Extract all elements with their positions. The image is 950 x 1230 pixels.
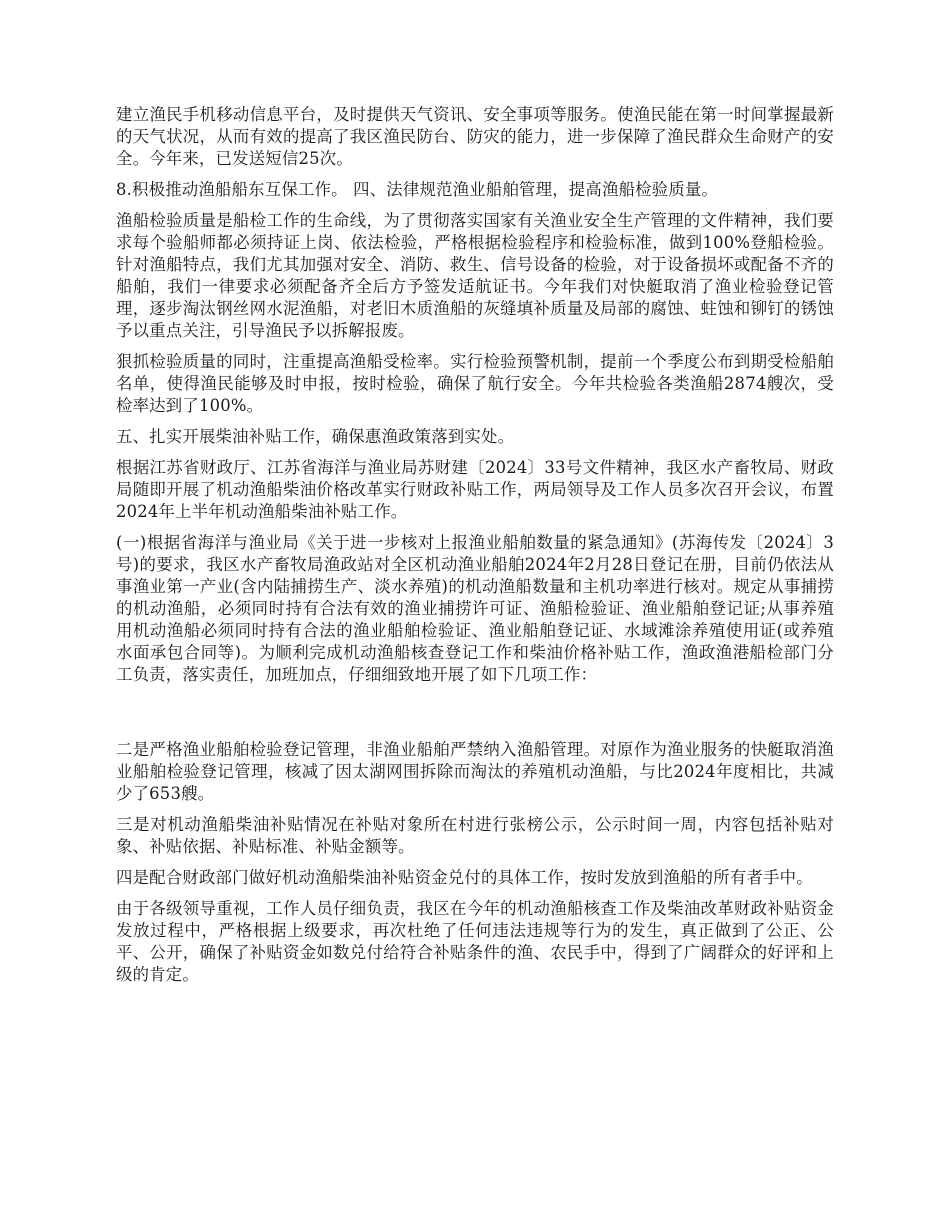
- paragraph-inspection-quality: 渔船检验质量是船检工作的生命线，为了贯彻落实国家有关渔业安全生产管理的文件精神，我们要求每个验船师都必须持证上岗、依法检验，严格根据检验程序和检验标准，做到100%登船检验。针对渔船特点，我们尤其加强对安全、消防、救生、信号设备的检验，对于设备损坏或配备不齐的船舶，我们一律要求必须配备齐全后方予签发适航证书。今年我们对快艇取消了渔业检验登记管理，逐步淘汰钢丝网水泥渔船，对老旧木质渔船的灰缝填补质量及局部的腐蚀、蛀蚀和铆钉的锈蚀予以重点关注，引导渔民予以拆解报废。: [116, 211, 834, 340]
- paragraph-item-four: 四是配合财政部门做好机动渔船柴油补贴资金兑付的具体工作，按时发放到渔船的所有者手中。: [116, 868, 813, 887]
- paragraph-section-heading-diesel: 五、扎实开展柴油补贴工作，确保惠渔政策落到实处。: [116, 427, 515, 446]
- paragraph-item-three: 三是对机动渔船柴油补贴情况在补贴对象所在村进行张榜公示，公示时间一周，内容包括补贴对象、补贴依据、补贴标准、补贴金额等。: [116, 815, 834, 856]
- paragraph-conclusion: 由于各级领导重视，工作人员仔细负责，我区在今年的机动渔船核查工作及柴油改革财政补贴资金发放过程中，严格根据上级要求，再次杜绝了任何违法违规等行为的发生，真正做到了公正、公平、公开，确保了补贴资金如数兑付给符合补贴条件的渔、农民手中，得到了广阔群众的好评和上级的肯定。: [116, 899, 834, 984]
- paragraph-item-two: 二是严格渔业船舶检验登记管理，非渔业船舶严禁纳入渔船管理。对原作为渔业服务的快艇取消渔业船舶检验登记管理，核减了因太湖网围拆除而淘汰的养殖机动渔船，与比2024年度相比，共减少了653艘。: [116, 740, 834, 803]
- paragraph-diesel-subsidy: 根据江苏省财政厅、江苏省海洋与渔业局苏财建〔2024〕33号文件精神，我区水产畜牧局、财政局随即开展了机动渔船柴油价格改革实行财政补贴工作，两局领导及工作人员多次召开会议，布置2024年上半年机动渔船柴油补贴工作。: [116, 458, 834, 521]
- blank-gap: [116, 695, 834, 739]
- paragraph-mutual-insurance: 8.积极推动渔船船东互保工作。 四、法律规范渔业船舶管理，提高渔船检验质量。: [116, 180, 719, 199]
- paragraph-verification-work: (一)根据省海洋与渔业局《关于进一步核对上报渔业船舶数量的紧急通知》(苏海传发〔2024〕3号)的要求，我区水产畜牧局渔政站对全区机动渔业船舶2024年2月28日登记在册，目前仍依法从事渔业第一产业(含内陆捕捞生产、淡水养殖)的机动渔船数量和主机功率进行核对。规定从事捕捞的机动渔船，必须同时持有合法有效的渔业捕捞许可证、渔船检验证、渔业船舶登记证;从事养殖用机动渔船必须同时持有合法的渔业船舶检验证、渔业船舶登记证、水域滩涂养殖使用证(或养殖水面承包合同等)。为顺利完成机动渔船核查登记工作和柴油价格补贴工作，渔政渔港船检部门分工负责，落实责任，加班加点，仔细细致地开展了如下几项工作：: [116, 533, 834, 684]
- paragraph-sms-platform: 建立渔民手机移动信息平台，及时提供天气资讯、安全事项等服务。使渔民能在第一时间掌握最新的天气状况，从而有效的提高了我区渔民防台、防灾的能力，进一步保障了渔民群众生命财产的安全。今年来，已发送短信25次。: [116, 105, 834, 168]
- paragraph-inspection-rate: 狠抓检验质量的同时，注重提高渔船受检率。实行检验预警机制，提前一个季度公布到期受检船舶名单，使得渔民能够及时申报，按时检验，确保了航行安全。今年共检验各类渔船2874艘次，受检率达到了100%。: [116, 352, 834, 415]
